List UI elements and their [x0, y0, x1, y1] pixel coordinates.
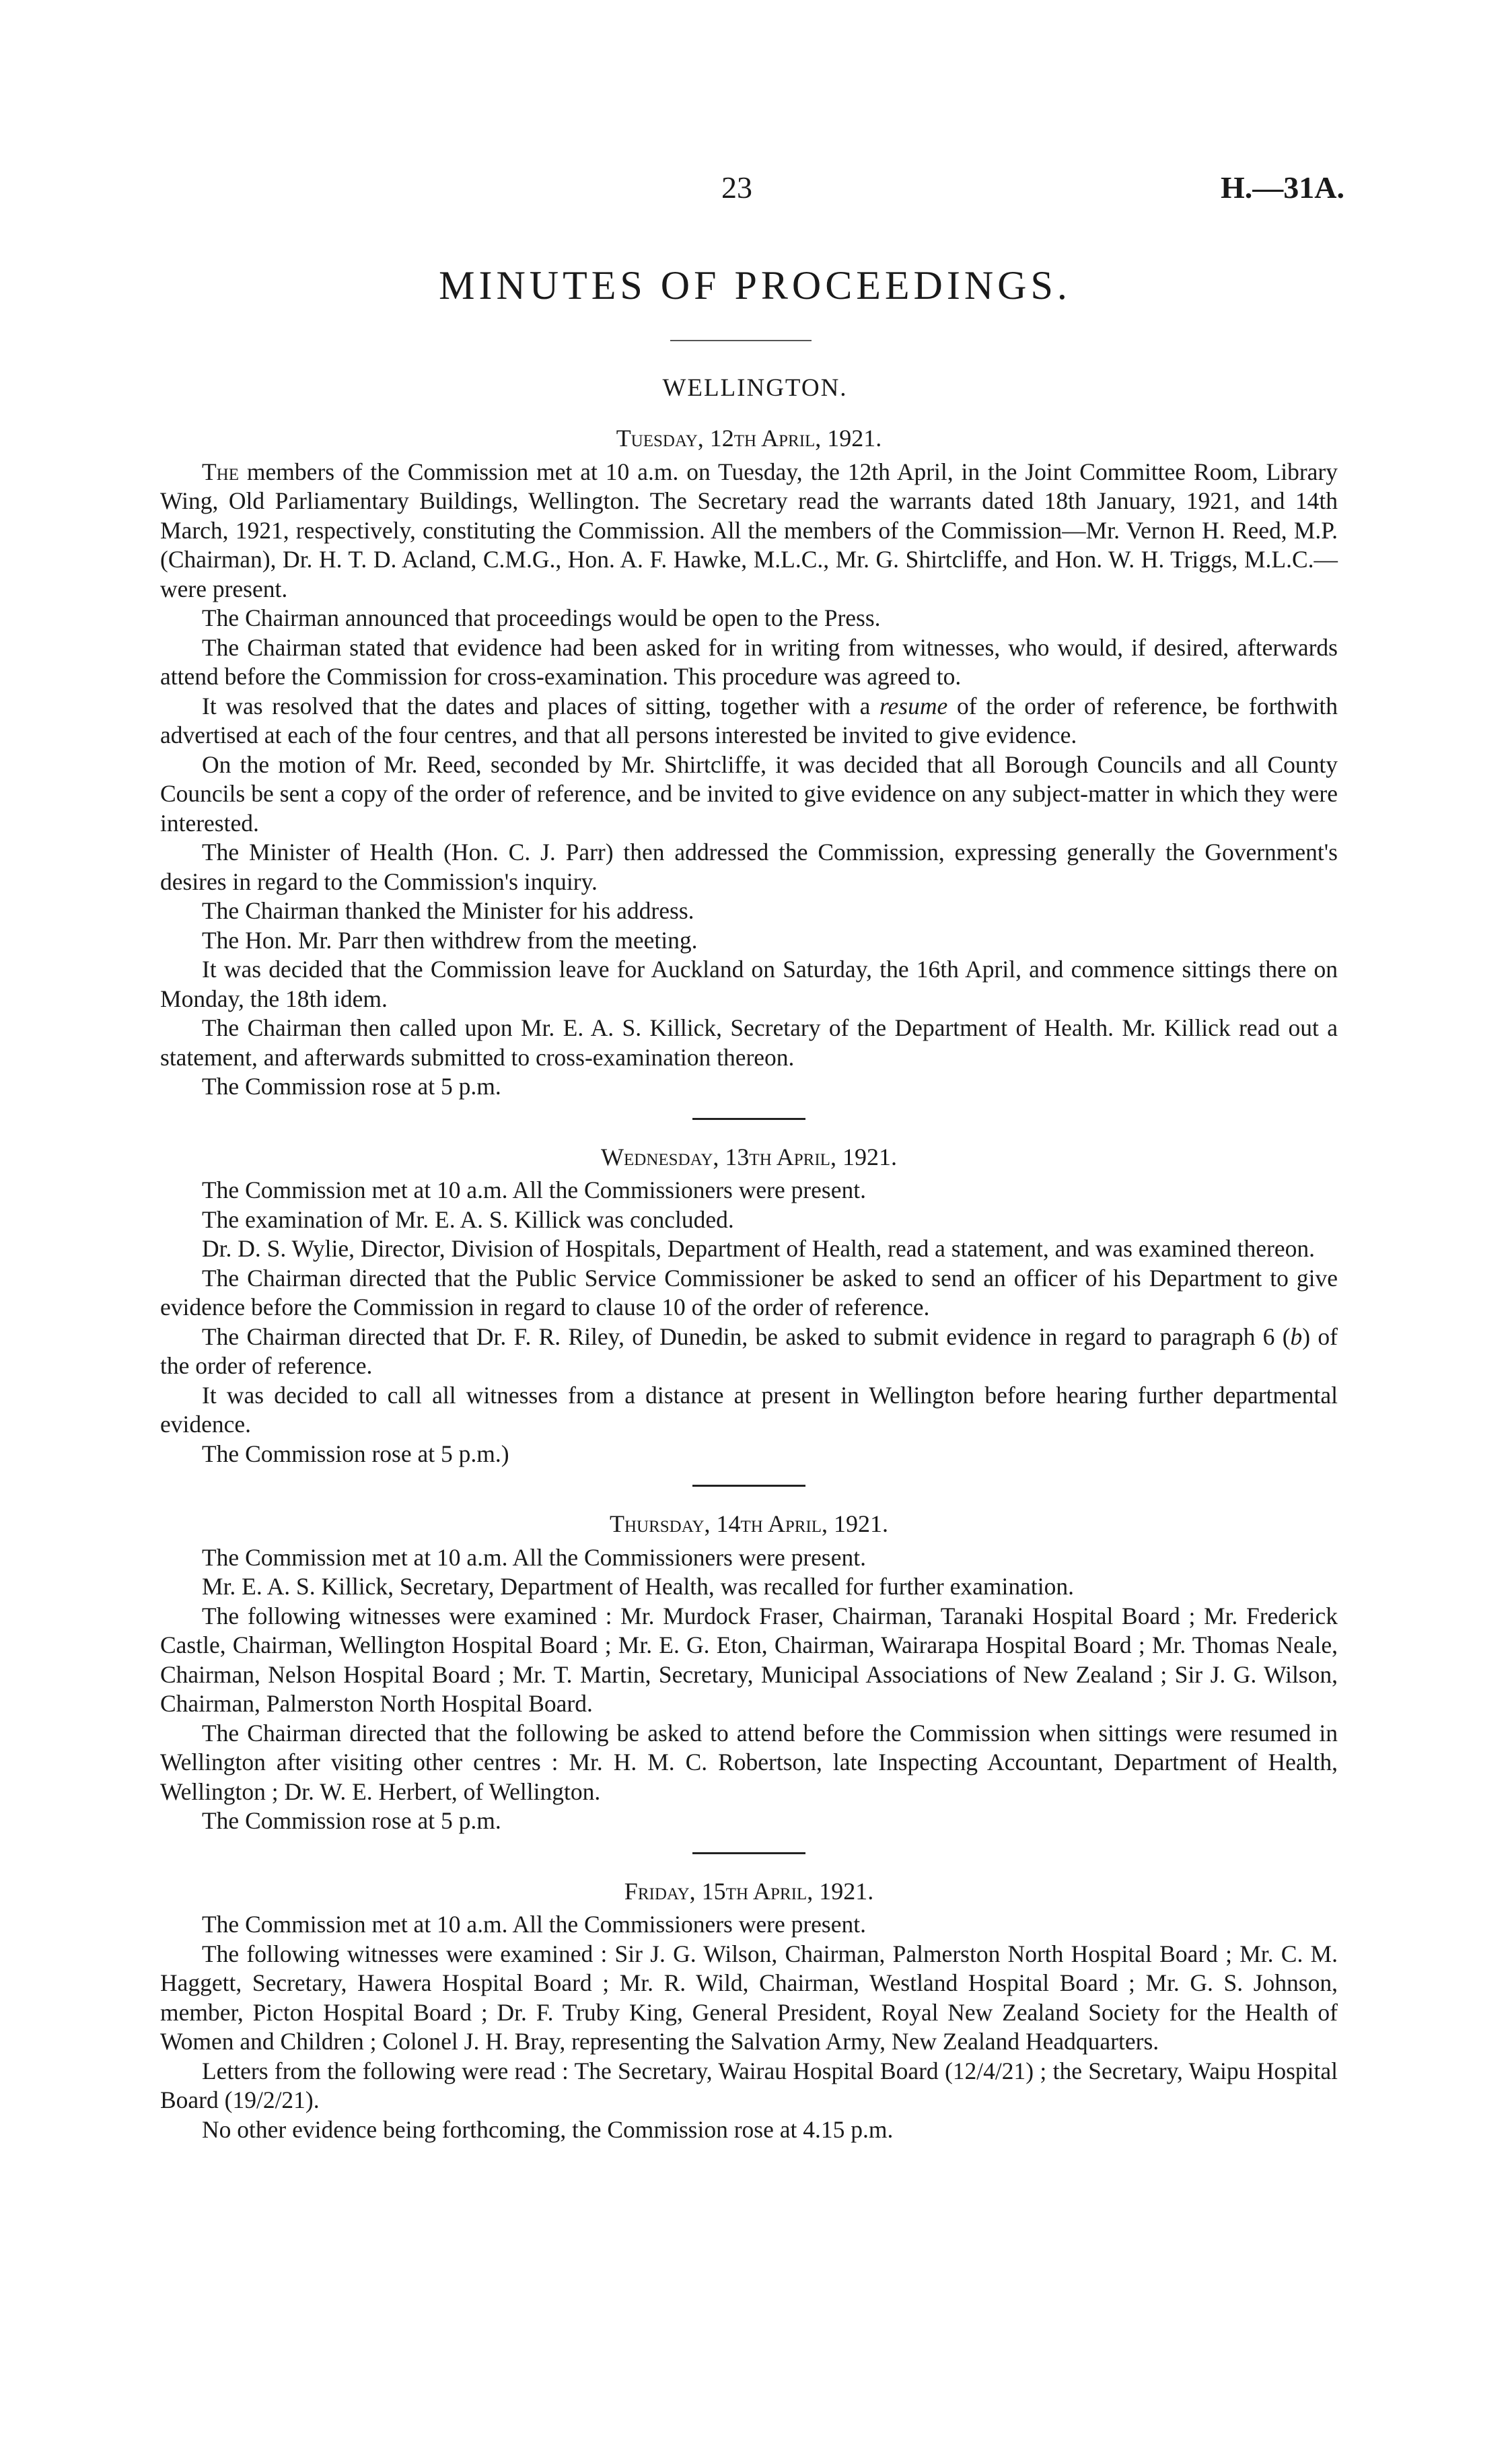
- paragraph-emphasis: b: [1290, 1323, 1303, 1350]
- paragraph: The following witnesses were examined : Mr. Murdock Fraser, Chairman, Taranaki Hospital Board ; Mr. Frederick Castle, Chairman, Wellington Hospital Board ; Mr. E. G. Eton, Chairman, Wairarapa Hospital Board ; Mr. Thomas Neale, Chairman, Nelson Hospital Board ; Mr. T. Martin, Secretary, Municipal Associations of New Zealand ; Sir J. G. Wilson, Chairman, Palmerston North Hospital Board.: [160, 1602, 1338, 1717]
- paragraph: It was decided that the Commission leave for Auckland on Saturday, the 16th April, and commence sittings there on Monday, the 18th idem.: [160, 956, 1338, 1012]
- document-reference: H.—31A.: [1221, 170, 1344, 205]
- paragraph: On the motion of Mr. Reed, seconded by Mr. Shirtcliffe, it was decided that all Borough Councils and all County Councils be sent a copy of the order of reference, and be invited to give evidence on any subject-matter in which they were interested.: [160, 750, 1338, 837]
- paragraph: Mr. E. A. S. Killick, Secretary, Department of Health, was recalled for further examination.: [202, 1573, 1074, 1600]
- session-date-tuesday: Tuesday, 12th April, 1921.: [616, 425, 882, 452]
- paragraph: [160, 1323, 1338, 1381]
- paragraph: The Chairman thanked the Minister for his address.: [202, 897, 694, 924]
- paragraph-lead: The: [202, 458, 240, 485]
- paragraph-text: ) of the order of reference.: [160, 1323, 1338, 1379]
- title-rule: [670, 340, 812, 341]
- paragraph: Letters from the following were read : The Secretary, Wairau Hospital Board (12/4/21) ; the Secretary, Waipu Hospital Board (19/2/21).: [160, 2057, 1338, 2113]
- paragraph: The Chairman then called upon Mr. E. A. S. Killick, Secretary of the Department of Health. Mr. Killick read out a statement, and afterwards submitted to cross-examination thereon.: [160, 1014, 1338, 1071]
- paragraph-text: The Chairman directed that Dr. F. R. Riley, of Dunedin, be asked to submit evidence in regard to paragraph 6 (: [202, 1323, 1291, 1350]
- section-divider: [692, 1118, 805, 1120]
- paragraph-text: It was resolved that the dates and places of sitting, together with a: [202, 692, 880, 719]
- paragraph: The following witnesses were examined : Sir J. G. Wilson, Chairman, Palmerston North Hospital Board ; Mr. C. M. Haggett, Secretary, Hawera Hospital Board ; Mr. R. Wild, Chairman, Westland Hospital Board ; Mr. G. S. Johnson, member, Picton Hospital Board ; Dr. F. Truby King, General President, Royal New Zealand Society for the Health of Women and Children ; Colonel J. H. Bray, representing the Salvation Army, New Zealand Headquarters.: [160, 1940, 1338, 2055]
- page-number: 23: [721, 170, 752, 205]
- paragraph: The Commission rose at 5 p.m.: [202, 1073, 501, 1100]
- paragraph: The Chairman directed that the following be asked to attend before the Commission when sittings were resumed in Wellington after visiting other centres : Mr. H. M. C. Robertson, late Inspecting Accountant, Department of Health, Wellington ; Dr. W. E. Herbert, of Wellington.: [160, 1719, 1338, 1805]
- paragraph: The examination of Mr. E. A. S. Killick was concluded.: [202, 1205, 734, 1233]
- paragraph: The Commission met at 10 a.m. All the Commissioners were present.: [202, 1911, 866, 1938]
- paragraph: The Commission rose at 5 p.m.: [202, 1807, 501, 1834]
- paragraph: No other evidence being forthcoming, the Commission rose at 4.15 p.m.: [202, 2115, 894, 2143]
- minutes-body: [160, 424, 1338, 2144]
- paragraph: [160, 458, 1338, 604]
- paragraph: The Minister of Health (Hon. C. J. Parr) then addressed the Commission, expressing generally the Government's desires in regard to the Commission's inquiry.: [160, 839, 1338, 895]
- paragraph: The Chairman stated that evidence had been asked for in writing from witnesses, who would, if desired, afterwards attend before the Commission for cross-examination. This procedure was agreed to.: [160, 633, 1338, 690]
- paragraph-text: of the order of reference, be forthwith advertised at each of the four centres, and that all persons interested be invited to give evidence.: [160, 692, 1338, 748]
- place-heading: WELLINGTON.: [662, 374, 848, 402]
- paragraph: The Commission met at 10 a.m. All the Commissioners were present.: [202, 1543, 866, 1571]
- paragraph: It was decided to call all witnesses from a distance at present in Wellington before hearing further departmental evidence.: [160, 1381, 1338, 1438]
- session-date-wednesday: Wednesday, 13th April, 1921.: [601, 1143, 897, 1170]
- section-divider: [692, 1485, 805, 1487]
- paragraph-emphasis: resume: [879, 692, 948, 719]
- paragraph: The Commission met at 10 a.m. All the Commissioners were present.: [202, 1176, 866, 1203]
- paragraph: The Commission rose at 5 p.m.): [202, 1440, 509, 1467]
- section-divider: [692, 1852, 805, 1854]
- paragraph: The Chairman announced that proceedings would be open to the Press.: [202, 604, 881, 631]
- paragraph-text: members of the Commission met at 10 a.m. on Tuesday, the 12th April, in the Joint Committee Room, Library Wing, Old Parliamentary Buildings, Wellington. The Secretary read the warrants dated 18th January, 1921, and 14th March, 1921, respectively, constituting the Commission. All the members of the Commission—Mr. Vernon H. Reed, M.P. (Chairman), Dr. H. T. D. Acland, C.M.G., Hon. A. F. Hawke, M.L.C., Mr. G. Shirtcliffe, and Hon. W. H. Triggs, M.L.C.—were present.: [160, 458, 1338, 602]
- paragraph: The Chairman directed that the Public Service Commissioner be asked to send an officer of his Department to give evidence before the Commission in regard to clause 10 of the order of reference.: [160, 1264, 1338, 1321]
- paragraph: Dr. D. S. Wylie, Director, Division of Hospitals, Department of Health, read a statement, and was examined thereon.: [202, 1235, 1315, 1262]
- document-title: MINUTES OF PROCEEDINGS.: [439, 263, 1071, 308]
- paragraph: [160, 692, 1338, 750]
- session-date-friday: Friday, 15th April, 1921.: [624, 1877, 874, 1905]
- session-date-thursday: Thursday, 14th April, 1921.: [609, 1510, 889, 1537]
- paragraph: The Hon. Mr. Parr then withdrew from the meeting.: [202, 926, 698, 954]
